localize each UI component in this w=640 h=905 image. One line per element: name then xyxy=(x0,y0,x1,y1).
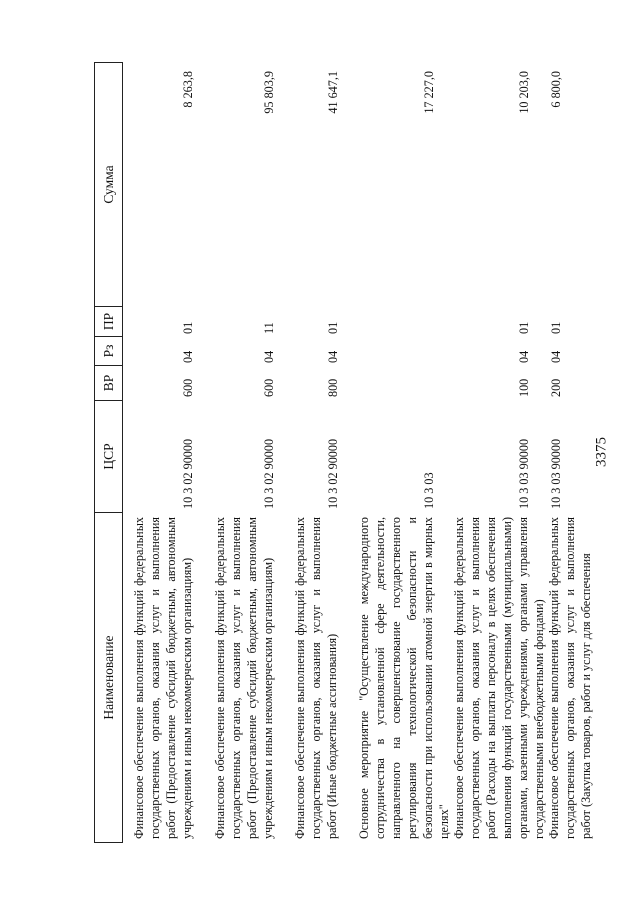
row-sum: 6 800,0 xyxy=(549,71,563,108)
row-vr: 100 xyxy=(517,378,531,397)
row-sum: 17 227,0 xyxy=(422,71,436,114)
row-pr: 01 xyxy=(326,321,340,334)
table-row xyxy=(292,62,340,843)
row-csr: 10 3 02 90000 xyxy=(181,438,195,509)
row-rz: 04 xyxy=(181,350,195,363)
budget-table xyxy=(94,62,594,843)
table-row xyxy=(451,62,546,843)
row-rz: 04 xyxy=(326,350,340,363)
row-rz: 04 xyxy=(517,350,531,363)
budget-table-rotated xyxy=(94,62,594,843)
row-csr: 10 3 02 90000 xyxy=(262,438,276,509)
row-name: Финансовое обеспечение выполнения функций федеральных государственных органов, оказания услуг и выполнения работ (Закупка товаров, работ и услуг для обеспечения xyxy=(547,517,593,839)
row-pr: 11 xyxy=(262,322,276,334)
header-vr: ВР xyxy=(95,366,123,401)
table-row xyxy=(131,62,195,843)
row-vr: 600 xyxy=(262,378,276,397)
row-csr: 10 3 03 xyxy=(422,472,436,509)
header-rz: Рз xyxy=(95,337,123,366)
row-name: Финансовое обеспечение выполнения функций федеральных государственных органов, оказания услуг и выполнения работ (Расходы на выплаты персоналу в целях обеспечения выполнения функций государственными (муниципальными) органами, казенными учреждениями, органами управления государственными внебюджетными фондами) xyxy=(452,517,546,839)
table-header xyxy=(94,62,123,843)
row-csr: 10 3 03 90000 xyxy=(549,438,563,509)
header-csr: ЦСР xyxy=(95,401,123,513)
row-sum: 8 263,8 xyxy=(181,71,195,108)
row-name: Финансовое обеспечение выполнения функций федеральных государственных органов, оказания услуг и выполнения работ (Предоставление субсидий бюджетным, автономным учреждениям и иным некоммерческим организациям) xyxy=(132,517,194,839)
row-pr: 01 xyxy=(549,321,563,334)
page-number: 3375 xyxy=(593,437,610,467)
row-sum: 41 647,1 xyxy=(326,71,340,114)
row-sum: 10 203,0 xyxy=(517,71,531,114)
row-name: Финансовое обеспечение выполнения функций федеральных государственных органов, оказания услуг и выполнения работ (Предоставление субсидий бюджетным, автономным учреждениям и иным некоммерческим организациям) xyxy=(213,517,275,839)
row-pr: 01 xyxy=(517,321,531,334)
header-pr: ПР xyxy=(95,307,123,337)
row-pr: 01 xyxy=(181,321,195,334)
row-rz: 04 xyxy=(549,350,563,363)
table-row xyxy=(546,62,594,843)
row-vr: 800 xyxy=(326,378,340,397)
row-rz: 04 xyxy=(262,350,276,363)
row-vr: 600 xyxy=(181,378,195,397)
row-sum: 95 803,9 xyxy=(262,71,276,114)
header-name: Наименование xyxy=(95,513,123,843)
row-name: Финансовое обеспечение выполнения функций федеральных государственных органов, оказания услуг и выполнения работ (Иные бюджетные ассигнования) xyxy=(293,517,339,839)
row-vr: 200 xyxy=(549,378,563,397)
row-csr: 10 3 03 90000 xyxy=(517,438,531,509)
table-row xyxy=(356,62,451,843)
header-sum: Сумма xyxy=(95,62,123,307)
row-name: Основное мероприятие "Осуществление международного сотрудничества в установленной сфере деятельности, направленного на совершенствование государственного регулирования технологической безопасности и безопасности при использовании атомной энергии в мирных целях" xyxy=(357,517,451,839)
table-row xyxy=(212,62,276,843)
row-csr: 10 3 02 90000 xyxy=(326,438,340,509)
